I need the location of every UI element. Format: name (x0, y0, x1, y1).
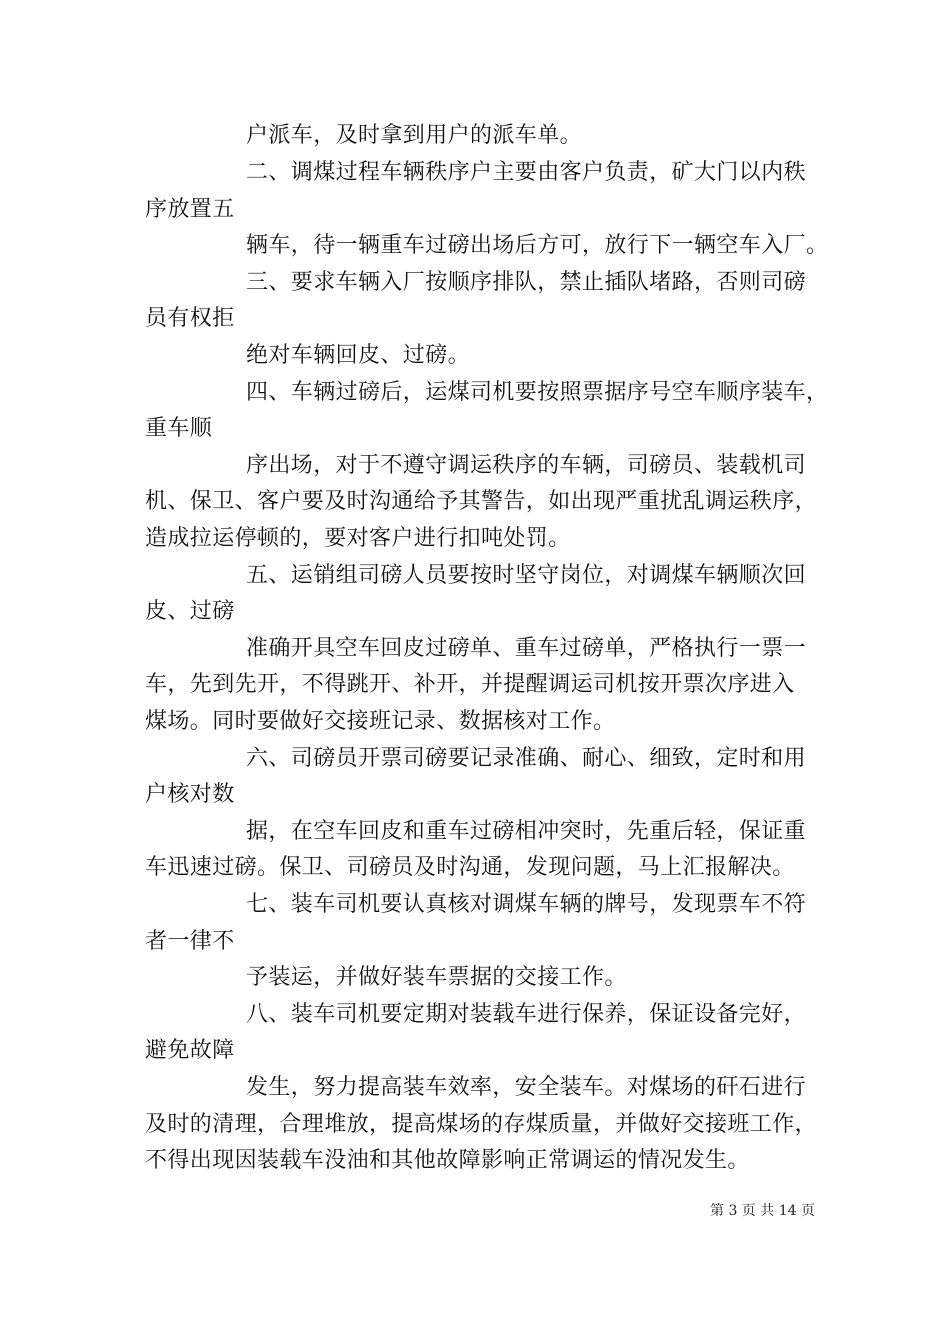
text-line: 据，在空车回皮和重车过磅相冲突时，先重后轻，保证重 (246, 819, 807, 844)
text-line: 车迅速过磅。保卫、司磅员及时沟通，发现问题，马上汇报解决。 (145, 855, 795, 880)
text-line: 重车顺 (145, 416, 213, 441)
text-line: 煤场。同时要做好交接班记录、数据核对工作。 (145, 709, 616, 734)
text-line: 四、车辆过磅后，运煤司机要按照票据序号空车顺序装车， (246, 380, 829, 405)
text-line: 车，先到先开，不得跳开、补开，并提醒调运司机按开票次序进入 (145, 672, 795, 697)
text-line: 准确开具空车回皮过磅单、重车过磅单，严格执行一票一 (246, 636, 807, 661)
text-line: 避免故障 (145, 1038, 235, 1063)
text-line: 户核对数 (145, 782, 235, 807)
text-line: 机、保卫、客户要及时沟通给予其警告，如出现严重扰乱调运秩序， (145, 489, 818, 514)
text-line: 者一律不 (145, 929, 235, 954)
text-line: 不得出现因装载车没油和其他故障影响正常调运的情况发生。 (145, 1148, 750, 1173)
text-line: 二、调煤过程车辆秩序户主要由客户负责，矿大门以内秩 (246, 160, 807, 185)
text-line: 三、要求车辆入厂按顺序排队，禁止插队堵路，否则司磅 (246, 270, 807, 295)
text-line: 绝对车辆回皮、过磅。 (246, 343, 471, 368)
text-line: 造成拉运停顿的，要对客户进行扣吨处罚。 (145, 526, 571, 551)
text-line: 五、运销组司磅人员要按时坚守岗位，对调煤车辆顺次回 (246, 563, 807, 588)
text-line: 员有权拒 (145, 306, 235, 331)
text-line: 及时的清理，合理堆放，提高煤场的存煤质量，并做好交接班工作， (145, 1112, 818, 1137)
text-line: 户派车，及时拿到用户的派车单。 (246, 123, 583, 148)
text-line: 六、司磅员开票司磅要记录准确、耐心、细致，定时和用 (246, 746, 807, 771)
text-line: 八、装车司机要定期对装载车进行保养，保证设备完好， (246, 1002, 807, 1027)
text-line: 予装运，并做好装车票据的交接工作。 (246, 965, 627, 990)
text-line: 辆车，待一辆重车过磅出场后方可，放行下一辆空车入厂。 (246, 233, 829, 258)
text-line: 发生，努力提高装车效率，安全装车。对煤场的矸石进行 (246, 1075, 807, 1100)
text-line: 序放置五 (145, 197, 235, 222)
text-line: 皮、过磅 (145, 599, 235, 624)
text-line: 序出场，对于不遵守调运秩序的车辆，司磅员、装载机司 (246, 453, 807, 478)
text-line: 七、装车司机要认真核对调煤车辆的牌号，发现票车不符 (246, 892, 807, 917)
page-number-footer: 第 3 页 共 14 页 (710, 1203, 815, 1219)
